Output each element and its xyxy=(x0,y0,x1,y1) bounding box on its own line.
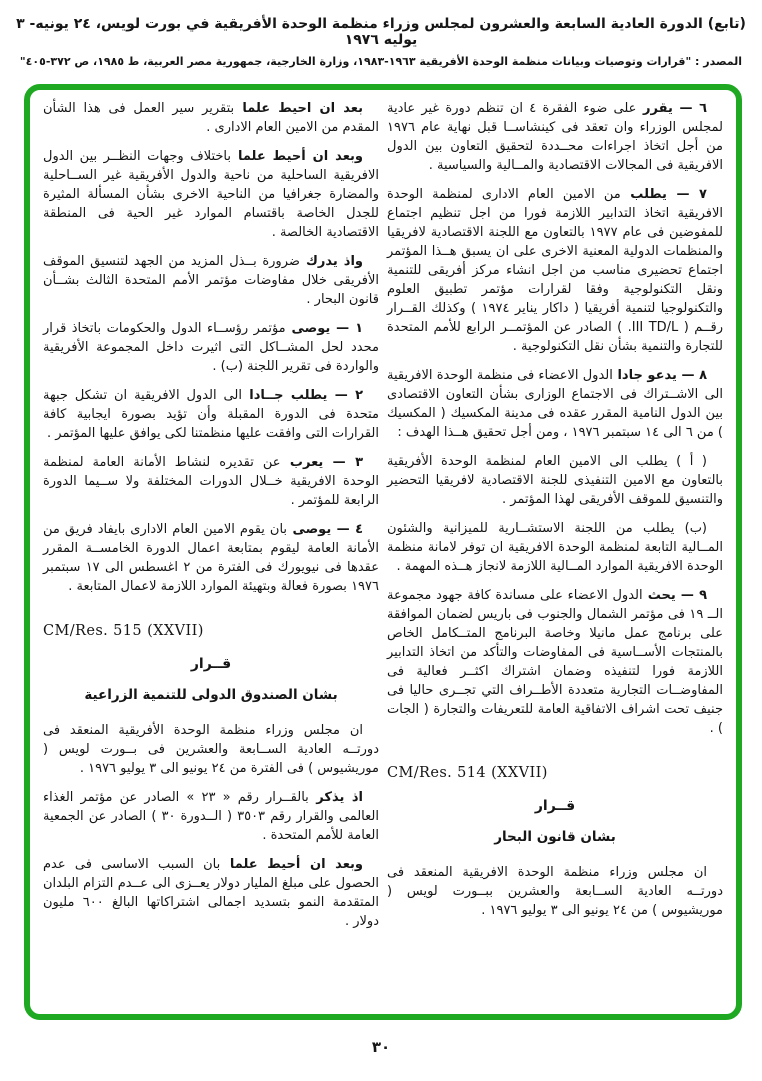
paragraph: واذ يدرك ضرورة بــذل المزيد من الجهد لتنسيق الموقف الأفريقى خلال مفاوضات مؤتمر الأمم المتحدة الثالث بشــأن قانون البحار . xyxy=(43,254,379,307)
header-session-line: (تابع) الدورة العادية السابعة والعشرون لمجلس وزراء منظمة الوحدة الأفريقية في بورت لويس، ٢٤ يونيه- ٣ يوليه ١٩٧٦ xyxy=(16,16,746,48)
text-columns xyxy=(30,90,736,941)
paragraph: (ب) يطلب من اللجنة الاستشــارية للميزانية والشئون المــالية التابعة لمنظمة الوحدة الافريقية ان توفر لامانة منظمة الوحدة الافريقية الموارد المــالية اللازمة لانجاز هــذه المهمة . xyxy=(387,521,723,574)
green-border-frame xyxy=(24,84,742,1020)
header-source-line: المصدر : "قرارات وتوصيات وبيانات منظمة الوحدة الأفريقية ١٩٦٣-١٩٨٣، وزارة الخارجية، جمهورية مصر العربية، ط ١٩٨٥، ص ٣٧٢-٤٠٥" xyxy=(19,55,743,68)
resolution-heading: قــرار xyxy=(534,798,576,814)
paragraph: ان مجلس وزراء منظمة الوحدة الافريقية المنعقد فى دورتــه العادية الســابعة والعشرين ببــورت لويس ( موريشيوس ) من ٢٤ يونيو الى ٣ يوليو ١٩٧٦ . xyxy=(387,865,723,918)
paragraph-lead: ٧ — يطلب xyxy=(620,187,707,202)
paragraph-lead: وبعد ان أحيط علما xyxy=(220,857,363,872)
paragraph-lead: واذ يدرك xyxy=(299,254,363,269)
paragraph: ٩ — يحث الدول الاعضاء على مساندة كافة جهود مجموعة الــ ١٩ فى مؤتمر الشمال والجنوب فى باريس لضمان الموافقة على برنامج عمل مانيلا وخاصة البرنامج المتــكامل الخاص بالمنتجات الأســاسية فى المفاوضات والتأكد من اتخاذ التدابير اللازمة فورا لتنفيذه وضمان اشتراك اكثــر فعالية فى المفاوضــات التجارية متعددة الأطــراف التي تجــرى حاليا فى جنيف تحت اشراف الاتفاقية العامة للتعريفات والتجارة ( الجات ) . xyxy=(387,588,723,736)
paragraph-lead: ٤ — يوصى xyxy=(287,522,363,537)
paragraph: ( أ ) يطلب الى الامين العام لمنظمة الوحدة الأفريقية بالتعاون مع الامين التنفيذى للجنة الاقتصادية لافريقيا التحضير والتنسيق للموقف الأفريقى لهذا المؤتمر . xyxy=(387,454,723,507)
paragraph: وبعد ان أحيط علما بان السبب الاساسى فى عدم الحصول على مبلغ المليار دولار يعــزى الى عــدم التزام البلدان المتقدمة النمو بتسديد اجمالى اشتراكاتها البالغ ٦٠٠ مليون دولار . xyxy=(43,857,379,929)
paragraph-lead: ٩ — يحث xyxy=(642,588,707,603)
paragraph-lead: وبعد ان أحيط علما xyxy=(231,149,363,164)
paragraph: ١ — يوصى مؤتمر رؤســاء الدول والحكومات باتخاذ قرار محدد لحل المشــاكل التى اثيرت داخل المجموعة الأفريقية والواردة فى تقرير اللجنة (ب) . xyxy=(43,321,379,374)
paragraph: اذ يذكر بالقــرار رقم « ٢٣ » الصادر عن مؤتمر الغذاء العالمى والقرار رقم ٣٥٠٣ ( الــدورة ٣٠ ) الصادر عن الجمعية العامة للأمم المتحدة . xyxy=(43,790,379,843)
paragraph-lead: ٢ — يطلب جــادا xyxy=(241,388,363,403)
column-right xyxy=(387,99,723,941)
paragraph-lead: ٨ — يدعو جادا xyxy=(612,368,707,383)
paragraph: ٦ — يقرر على ضوء الفقرة ٤ ان تنظم دورة غير عادية لمجلس الوزراء وان تعقد فى كينشاســا قبل نهاية عام ١٩٧٦ من أجل اتخاذ اجراءات محــددة لتحقيق التعاون بين الدول الافريقية فى المجالات الاقتصادية والمــالية والسياسية . xyxy=(387,101,723,173)
paragraph: وبعد ان أحيط علما باختلاف وجهات النظــر بين الدول الافريقية الساحلية من ناحية والدول الأفريقية غير الســاحلية والمضارة جغرافيا من الناحية الاخرى بشأن المسألة المثيرة للجدل الخاصة باقتسام الموارد غير الحية فى المنطقة الاقتصادية الخالصة . xyxy=(43,149,379,240)
paragraph: ٧ — يطلب من الامين العام الادارى لمنظمة الوحدة الافريقية اتخاذ التدابير اللازمة فورا من اجل تنظيم اجتماع للمفوضين فى عام ١٩٧٧ بالتعاون مع اللجنة الاقتصادية لافريقيا والمنظمات الدولية المعنية الاخرى على ان يسبق هــذا المؤتمر اجتماع تحضيرى مناسب من اجل انشاء مركز أفريقى للتنمية ونقل التكنولوجية وفقا لقرارات مؤتمر تطبيق العلوم والتكنولوجيا لتنمية أفريقيا ( داكار يناير ١٩٧٤ ) وكذلك القــرار رقــم ( III TD/L. ) الصادر عن المؤتمــر الرابع للأمم المتحدة للتجارة والتنمية بشأن نقل التكنولوجية . xyxy=(387,187,723,354)
resolution-subject: بشان الصندوق الدولى للتنمية الزراعية xyxy=(84,687,338,703)
resolution-heading: قــرار xyxy=(190,656,232,672)
paragraph: ٤ — يوصى بان يقوم الامين العام الادارى بايفاد فريق من الأمانة العامة ليقوم بمتابعة اعمال الدورة الخامســة المقرر عقدها فى نيويورك فى الفترة من ٢ اغسطس الى ١٧ سبتمبر ١٩٧٦ بصورة فعالة وبتهيئة الموارد اللازمة لاعمال المتابعة . xyxy=(43,522,379,594)
paragraph-lead: بعد ان احيط علما xyxy=(234,101,363,116)
paragraph-lead: ١ — يوصى xyxy=(285,321,363,336)
resolution-subject: بشان قانون البحار xyxy=(494,829,616,845)
page-header xyxy=(0,16,762,68)
paragraph-lead: ٣ — يعرب xyxy=(280,455,363,470)
resolution-code: CM/Res. 514 (XXVII) xyxy=(387,765,548,781)
paragraph: ٨ — يدعو جادا الدول الاعضاء فى منظمة الوحدة الافريقية الى الاشــتراك فى الاجتماع الوزارى بشأن التعاون الاقتصادى بين الدول النامية المقرر عقده فى مدينة المكسيك ( المكسيك ) من ٦ الى ١٤ سبتمبر ١٩٧٦ ، ومن أجل تحقيق هــذا الهدف : xyxy=(387,368,723,440)
paragraph: ٢ — يطلب جــادا الى الدول الافريقية ان تشكل جبهة متحدة فى الدورة المقبلة وأن تؤيد بصورة ايجابية كافة القرارات التى وافقت عليها منظمتنا لكى يوافق عليها المؤتمر . xyxy=(43,388,379,441)
paragraph-lead: اذ يذكر xyxy=(308,790,363,805)
page-number: ٣٠ xyxy=(371,1038,391,1056)
column-left xyxy=(43,99,379,941)
paragraph-lead: ٦ — يقرر xyxy=(636,101,707,116)
paragraph: بعد ان احيط علما بتقرير سير العمل فى هذا الشأن المقدم من الامين العام الادارى . xyxy=(43,101,379,135)
paragraph: ٣ — يعرب عن تقديره لنشاط الأمانة العامة لمنظمة الوحدة الافريقية خــلال الدورات المختلفة ولا ســيما الدورة الرابعة للمؤتمر . xyxy=(43,455,379,508)
paragraph: ان مجلس وزراء منظمة الوحدة الأفريقية المنعقد فى دورتــه العادية الســابعة والعشرين فى بــورت لويس ( موريشيوس ) فى الفترة من ٢٤ يونيو الى ٣ يوليو ١٩٧٦ . xyxy=(43,723,379,776)
resolution-code: CM/Res. 515 (XXVII) xyxy=(43,623,204,639)
